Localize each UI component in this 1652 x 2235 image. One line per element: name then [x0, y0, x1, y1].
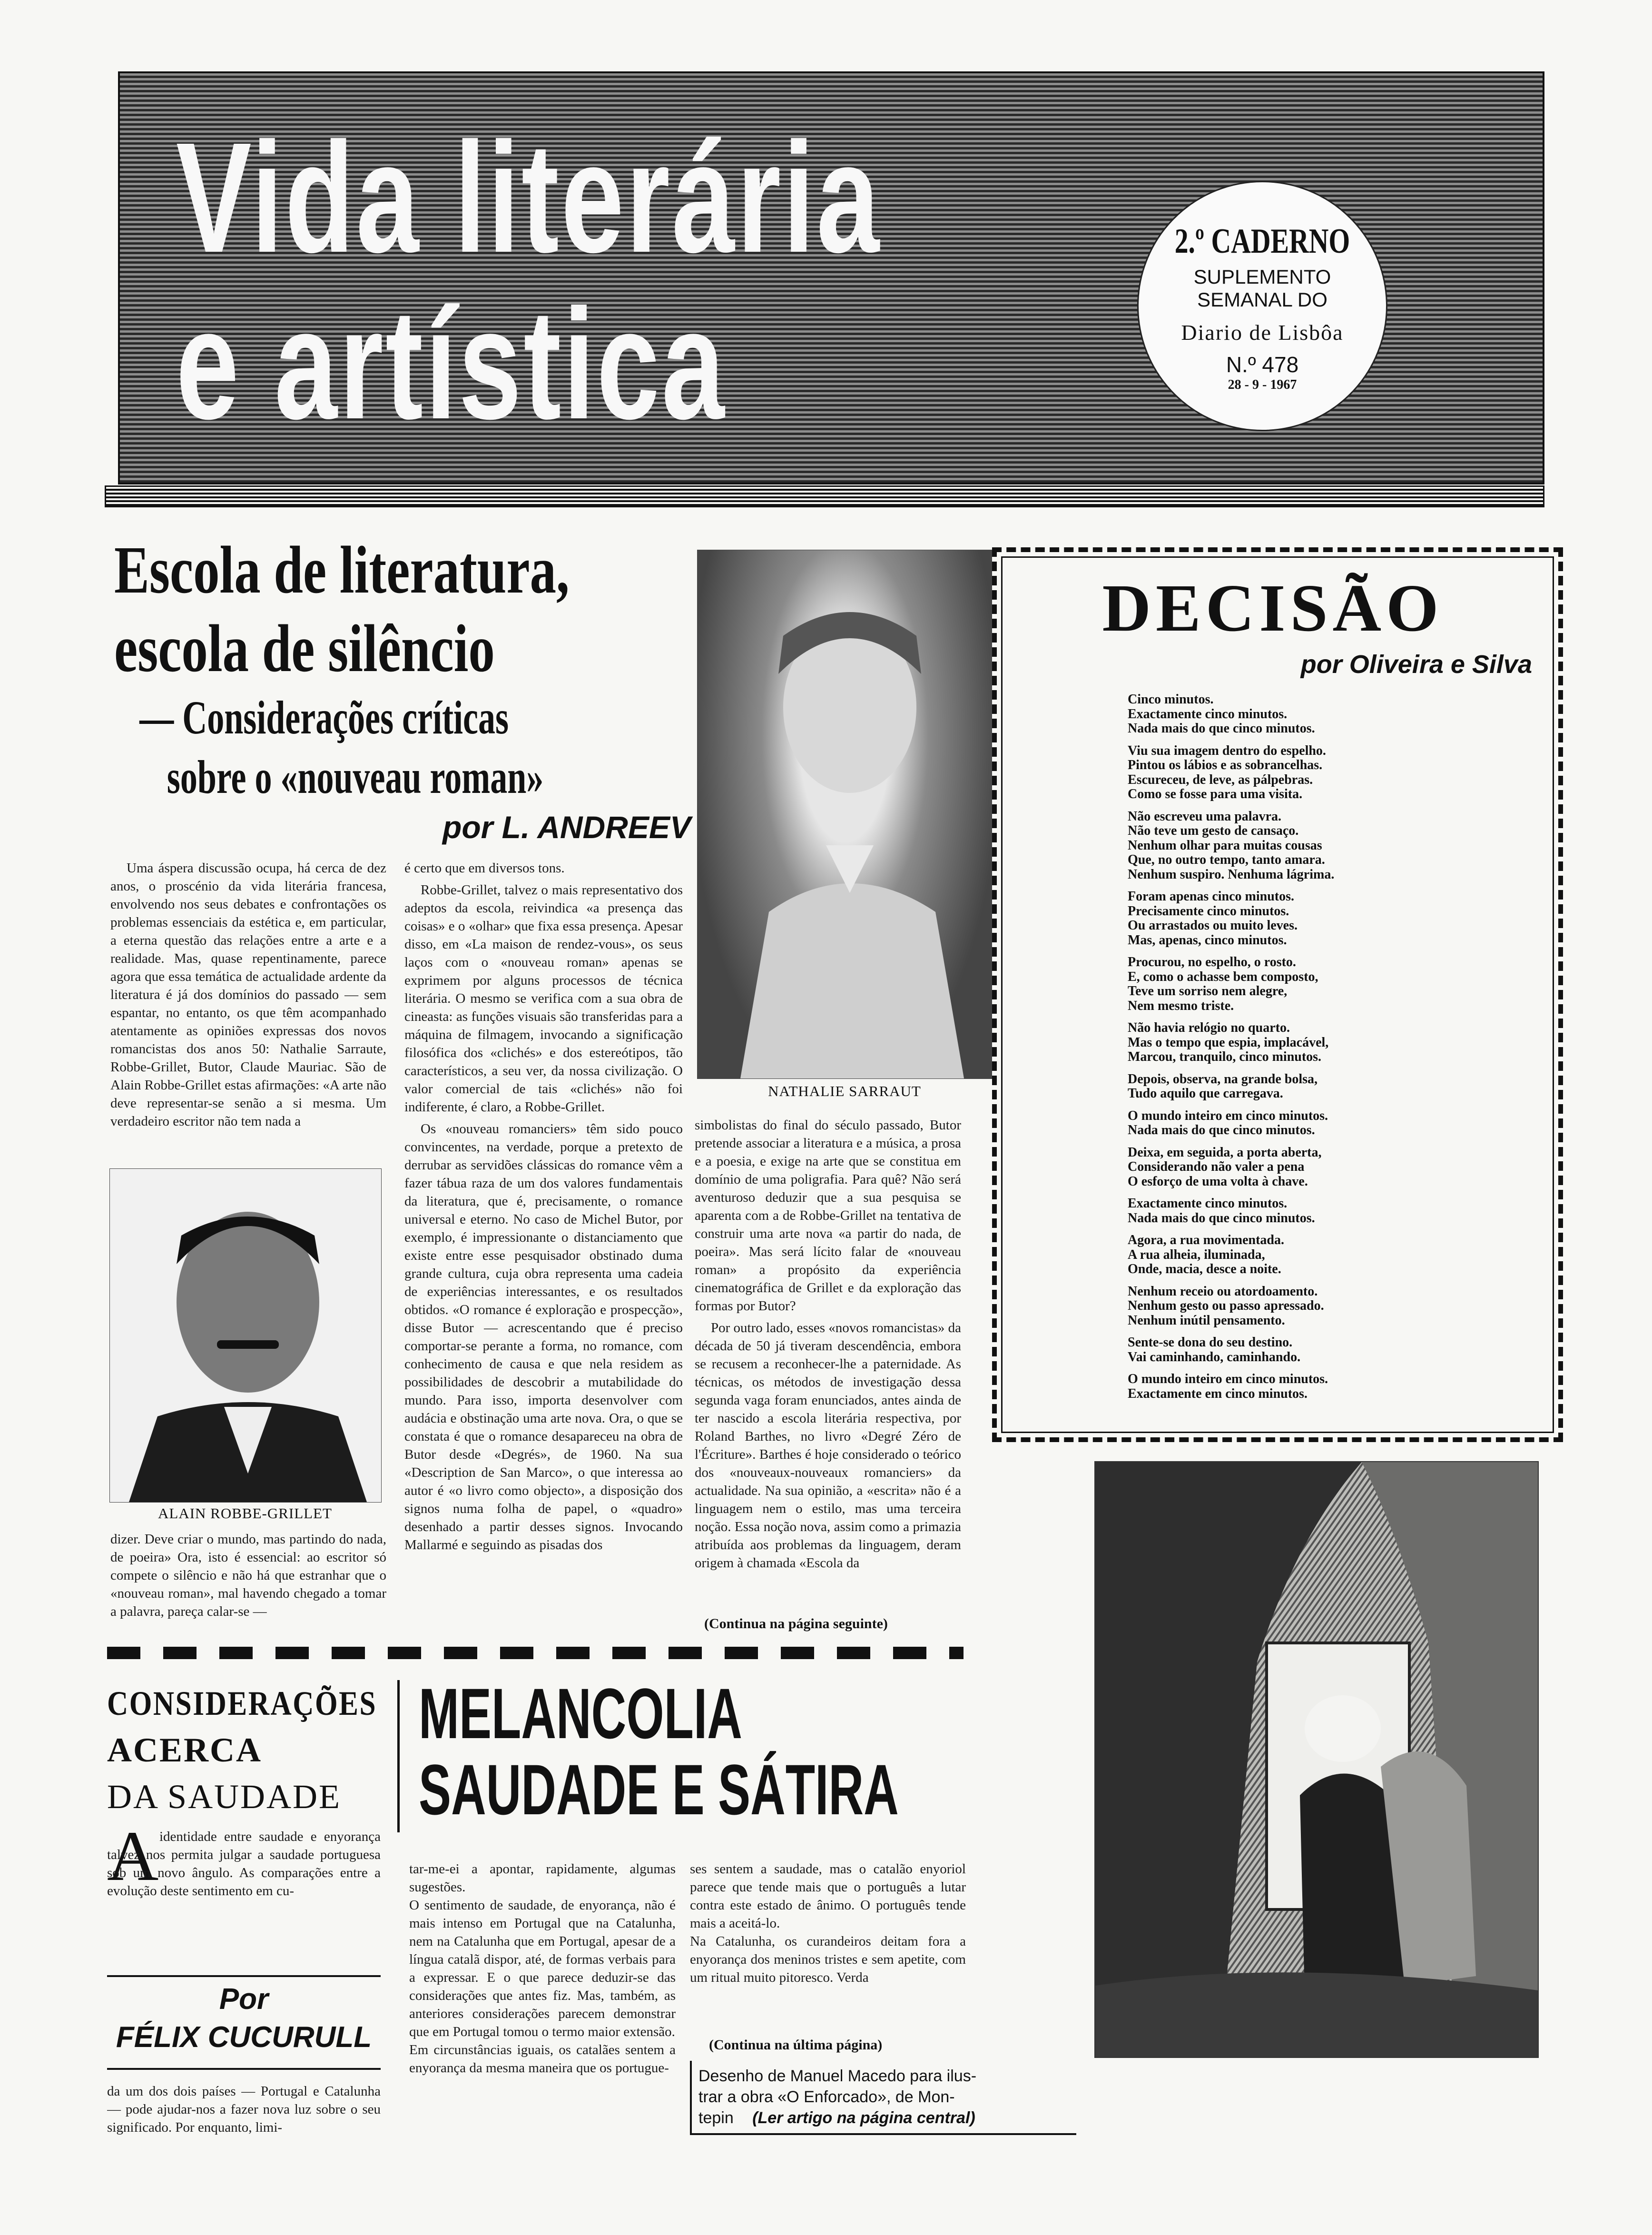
- poem-stanza: Foram apenas cinco minutos. Precisamente cinco minutos. Ou arrastados ou muito leves. Mas, apenas, cinco minutos.: [1128, 889, 1298, 948]
- badge-suplemento: SUPLEMENTO: [1193, 266, 1331, 288]
- poem-stanza: Deixa, em seguida, a porta aberta, Considerando não valer a pena O esforço de uma volta à chave.: [1128, 1145, 1322, 1189]
- badge-date: 28 - 9 - 1967: [1228, 377, 1297, 392]
- article1-column1-bottom: [110, 1530, 386, 1640]
- portrait-man-image: [110, 1169, 381, 1502]
- article3-column2: [690, 1842, 966, 2032]
- illustration-caption: [690, 2061, 1076, 2135]
- article1-col1-paragraph: Uma áspera discussão ocupa, há cerca de dez anos, o proscénio da vida literária francesa, envolvendo nos seus debates e confrontações os problemas essenciais da estética e, em particular, a eterna questão das relações entre a arte e a realidade. Mas, quase repentinamente, parece agora que essa temática de actualidade ardente da literatura é já dos domínios do passado — sem espantar, no entanto, os que têm acompanhado atentamente as opiniões expressas dos novos romancistas dos anos 50: Nathalie Sarraute, Robbe-Grillet, Butor, Claude Mauriac. São de Alain Robbe-Grillet estas afirmações: «A arte não deve representar-se senão a si mesma. Um verdadeiro escritor não tem nada a: [110, 860, 386, 1129]
- article2-headline-line2: ACERCA: [107, 1731, 263, 1769]
- issue-badge: [1137, 181, 1387, 431]
- article2-headline: [107, 1680, 383, 1820]
- badge-semanal: SEMANAL DO: [1197, 288, 1328, 311]
- article2-column-bottom: [107, 2082, 381, 2158]
- photo-nathalie-sarraut: [697, 550, 993, 1079]
- article1-col2-p2: Robbe-Grillet, talvez o mais representativo dos adeptos da escola, reivindica «a presença das coisas» e o «olhar» que fixa essa presença. Apesar disso, em «La maison de rendez-vous», os seus laços com o «nouveau roman» apenas se exprimem por alguns processos de técnica literária. O mesmo se verifica com a sua obra de cineasta: as funções visuais são transferidas para a máquina de filmagem, invocando a significação filosófica dos «clichés» e dos estereótipos, tão característicos, a seu ver, da nossa civilização. O valor comercial de tais «clichés» não foi indiferente, é claro, a Robbe-Grillet.: [404, 882, 683, 1115]
- article1-col3-p2: Por outro lado, esses «novos romancistas» da década de 50 já tiveram descendência, embora se recusem a reconhecer-lhe a paternidade. As técnicas, os métodos de investigação dessa segunda vaga foram enunciados, antes ainda de ter nascido a escola literária respectiva, por Roland Barthes, no livro «Degré Zéro de l'Écriture». Barthes é hoje considerado o teórico dos «nouveaux-nouveaux romanciers» da actualidade. Na sua opinião, a «escrita» não é a linguagem nem o estilo, mas uma terceira noção. Essa noção nova, assim como a primazia atribuída aos problemas da linguagem, deram origem à chamada «Escola da: [695, 1320, 961, 1571]
- badge-caderno: 2.º CADERNO: [1174, 222, 1350, 261]
- article2-headline-line3: DA SAUDADE: [107, 1778, 342, 1816]
- article1-col1-continuation: dizer. Deve criar o mundo, mas partindo do nada, de poeira» Ora, isto é essencial: ao escritor só compete o silêncio e não há que estranhar que o «nouveau roman», mal havendo chegado a tomar a palavra, pareça calar-se —: [110, 1532, 386, 1619]
- illustration-caption-line3: tepin: [698, 2109, 734, 2127]
- article1-continua: (Continua na página seguinte): [704, 1616, 888, 1632]
- masthead-rule: [105, 485, 1544, 507]
- article1-col3-p1: simbolistas do final do século passado, Butor pretende associar a literatura e a música, a prosa e a poesia, e exige na arte que se constitua em domínio de uma poligrafia. Para quê? Não será aventuroso deduzir que a sua pesquisa se aparenta com a de Robbe-Grillet na tentativa de construir uma arte nova «a partir do nada, de poeira». Mas será lícito falar de «nouveau roman» a propósito da experiência cinematográfica de Grillet e da exploração das formas por Butor?: [695, 1118, 961, 1314]
- article3-headline-line2: SAUDADE E SÁTIRA: [419, 1750, 899, 1830]
- article2-by-label: Por: [219, 1983, 269, 2016]
- poem-stanza: Viu sua imagem dentro do espelho. Pintou os lábios e as sobrancelhas. Escureceu, de leve, as pálpebras. Como se fosse para uma visita.: [1128, 743, 1326, 801]
- article2-intro: [107, 1828, 381, 1985]
- section-separator: [107, 1647, 964, 1659]
- engraving-couple-image: [1095, 1462, 1538, 2057]
- article1-column3: [695, 1116, 961, 1602]
- badge-paper-name: Diario de Lisbôa: [1181, 320, 1344, 345]
- article2-rule-bottom: [107, 2068, 381, 2070]
- article1-headline: [114, 531, 685, 688]
- poem-byline: por Oliveira e Silva: [1300, 650, 1532, 679]
- article3-col1-text: tar-me-ei a apontar, rapidamente, algumas sugestões. O sentimento de saudade, de enyorança, não é mais intenso em Portugal que na Catalunha, nem na Catalunha que em Portugal, apesar de a língua catalã dispor, até, de formas verbais para a expressar. E o que parece deduzir-se das considerações que antes fiz. Mas, também, as anteriores considerações parecem demonstrar que em Portugal tomou o termo maior extensão. Em circunstâncias iguais, os catalães sentem a enyorança da mesma maneira que os portugue-: [409, 1861, 676, 2076]
- article3-headline: [419, 1675, 990, 1828]
- headline-line2: escola de silêncio: [114, 611, 495, 686]
- article3-headline-line1: MELANCOLIA: [419, 1673, 742, 1753]
- article2-author: FÉLIX CUCURULL: [116, 2021, 372, 2054]
- article1-col2-p1: é certo que em diversos tons.: [404, 860, 565, 876]
- masthead-title-line1: Vida literária: [176, 109, 882, 285]
- poem-stanza: Cinco minutos. Exactamente cinco minutos. Nada mais do que cinco minutos.: [1128, 692, 1315, 736]
- vertical-rule: [397, 1680, 400, 1832]
- poem-stanza: Exactamente cinco minutos. Nada mais do que cinco minutos.: [1128, 1196, 1315, 1226]
- subhead-line2: sobre o «nouveau roman»: [167, 751, 544, 803]
- caption-sarraut: NATHALIE SARRAUT: [768, 1083, 921, 1099]
- article1-col2-p3: Os «nouveau romanciers» têm sido pouco convincentes, na verdade, porque a pretexto de derrubar as servidões clássicas do romance vêm a fazer tábua raza de um dos valores fundamentais da literatura, que é, precisamente, o romance universal e eterno. No caso de Michel Butor, por exemplo, é impressionante o distanciamento que existe entre esse pesquisador obstinado duma grande cultura, cuja obra representa uma cadeia de experiências interessantes, e os resultados obtidos. «O romance é exploração e prospecção», disse Butor — acrescentando que é preciso comportar-se perante a forma, no romance, com conhecimento de causa e que nela residem as possibilidades de descobrir a mutabilidade do mundo. Para isso, importa desenvolver com audácia e obstinação uma arte nova. Ora, o que se constata é que o romance desapareceu na obra de Butor desde «Degrés», de 1960. Na sua «Description de San Marco», o que interessa ao autor é «o livro como objecto», a disposição dos signos numa folha de papel, o «quadro» desenhado a partir desses signos. Invocando Mallarmé e seguindo as pisadas dos: [404, 1121, 683, 1553]
- poem-stanza: Depois, observa, na grande bolsa, Tudo aquilo que carregava.: [1128, 1071, 1318, 1101]
- poem-stanza: O mundo inteiro em cinco minutos. Exactamente em cinco minutos.: [1128, 1372, 1328, 1401]
- headline-line1: Escola de literatura,: [114, 532, 570, 607]
- article3-column1: [409, 1842, 676, 2161]
- poem-stanza: O mundo inteiro em cinco minutos. Nada mais do que cinco minutos.: [1128, 1108, 1328, 1137]
- illustration-caption-ref[interactable]: (Ler artigo na página central): [752, 2109, 975, 2127]
- portrait-woman-image: [698, 550, 993, 1078]
- article1-column1-top: [110, 859, 386, 1164]
- illustration-caption-line1: Desenho de Manuel Macedo para ilus-: [698, 2067, 977, 2085]
- article2-rule-top: [107, 1975, 381, 1977]
- article1-byline: por L. ANDREEV: [442, 810, 691, 845]
- illustration-caption-line2: trar a obra «O Enforcado», de Mon-: [698, 2088, 955, 2106]
- caption-robbe-grillet: ALAIN ROBBE-GRILLET: [158, 1505, 332, 1522]
- article1-subhead: [119, 688, 690, 807]
- poem-body: [1128, 692, 1537, 1401]
- photo-robbe-grillet: [109, 1168, 382, 1503]
- article1-column2: [404, 859, 683, 1640]
- article2-dropcap: A: [107, 1817, 159, 1896]
- poem-stanza: Não havia relógio no quarto. Mas o tempo que espia, implacável, Marcou, tranquilo, cinco minutos.: [1128, 1020, 1329, 1064]
- poem-stanza: Nenhum receio ou atordoamento. Nenhum gesto ou passo apressado. Nenhum inútil pensamento.: [1128, 1284, 1324, 1328]
- illustration-o-enforcado: [1094, 1461, 1539, 2058]
- poem-title: DECISÃO: [1102, 570, 1444, 645]
- poem-stanza: Procurou, no espelho, o rosto. E, como o achasse bem composto, Teve um sorriso nem alegre, Nem mesmo triste.: [1128, 955, 1318, 1013]
- article2-intro-text: identidade entre saudade e enyorança talvez nos permita julgar a saudade portuguesa sob um novo ângulo. As comparações entre a evolução deste sentimento em cu-: [107, 1829, 381, 1899]
- subhead-line1: — Considerações críticas: [139, 691, 509, 744]
- badge-number: N.º 478: [1226, 352, 1299, 377]
- masthead-title-line2: e artística: [176, 276, 727, 452]
- article2-continuation: da um dos dois países — Portugal e Catalunha — pode ajudar-nos a fazer nova luz sobre o seu significado. Por enquanto, limi-: [107, 2084, 381, 2135]
- poem-stanza: Não escreveu uma palavra. Não teve um gesto de cansaço. Nenhum olhar para muitas cousas Que, no outro tempo, tanto amara. Nenhum suspiro. Nenhuma lágrima.: [1128, 809, 1335, 882]
- article3-col2-text: ses sentem a saudade, mas o catalão enyoriol parece que tende mais que o português a lutar contra este estado de ânimo. O português tende mais a aceitá-lo. Na Catalunha, os curandeiros deitam fora a enyorança dos meninos tristes e sem apetite, com um ritual muito pitoresco. Verda: [690, 1861, 966, 1985]
- article3-continua: (Continua na última página): [709, 2037, 883, 2053]
- poem-stanza: Agora, a rua movimentada. A rua alheia, iluminada, Onde, macia, desce a noite.: [1128, 1233, 1284, 1276]
- poem-stanza: Sente-se dona do seu destino. Vai caminhando, caminhando.: [1128, 1335, 1301, 1365]
- article2-headline-line1: CONSIDERAÇÕES: [107, 1684, 377, 1722]
